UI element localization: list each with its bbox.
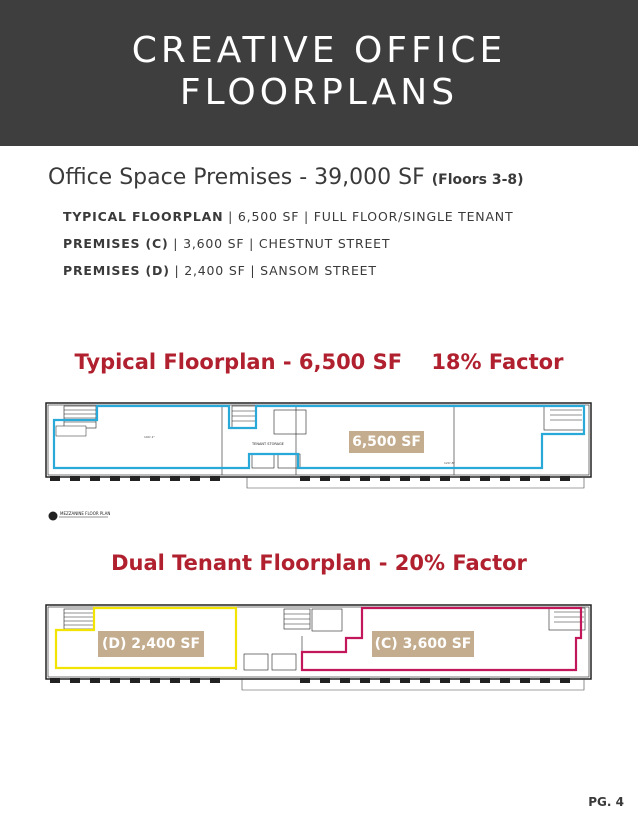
premises-floors: (Floors 3-8) xyxy=(431,172,524,188)
premises-c-area-label: (C) 3,600 SF xyxy=(372,631,474,657)
dual-plan-title: Dual Tenant Floorplan - 20% Factor xyxy=(111,551,527,575)
premises-d-area-label: (D) 2,400 SF xyxy=(98,631,204,657)
detail-label: PREMISES (D) xyxy=(63,263,170,278)
detail-label: TYPICAL FLOORPLAN xyxy=(63,209,224,224)
detail-text: | 3,600 SF | CHESTNUT STREET xyxy=(168,236,391,251)
scale-note: MEZZANINE FLOOR PLAN xyxy=(60,511,110,516)
svg-text:TENANT STORAGE: TENANT STORAGE xyxy=(252,442,284,446)
svg-text:120'-8": 120'-8" xyxy=(444,461,455,465)
page-title xyxy=(0,30,638,114)
scale-note-marker xyxy=(46,508,110,522)
premises-title xyxy=(48,165,524,190)
detail-line-typical xyxy=(63,209,513,224)
page-title-line-1: CREATIVE OFFICE xyxy=(131,30,507,71)
detail-text: | 2,400 SF | SANSOM STREET xyxy=(169,263,377,278)
typical-area-label: 6,500 SF xyxy=(349,431,424,453)
typical-plan-title: Typical Floorplan - 6,500 SF 18% Factor xyxy=(74,350,564,374)
detail-text: | 6,500 SF | FULL FLOOR/SINGLE TENANT xyxy=(223,209,514,224)
detail-line-premises-d xyxy=(63,263,377,278)
detail-line-premises-c xyxy=(63,236,390,251)
premises-title-text: Office Space Premises - 39,000 SF xyxy=(48,165,425,190)
page-number: PG. 4 xyxy=(588,795,624,809)
detail-label: PREMISES (C) xyxy=(63,236,169,251)
typical-floorplan-drawing xyxy=(44,398,594,490)
page-title-line-2: FLOORPLANS xyxy=(179,72,459,113)
svg-text:190'-1": 190'-1" xyxy=(144,435,155,439)
page-header xyxy=(0,0,638,146)
